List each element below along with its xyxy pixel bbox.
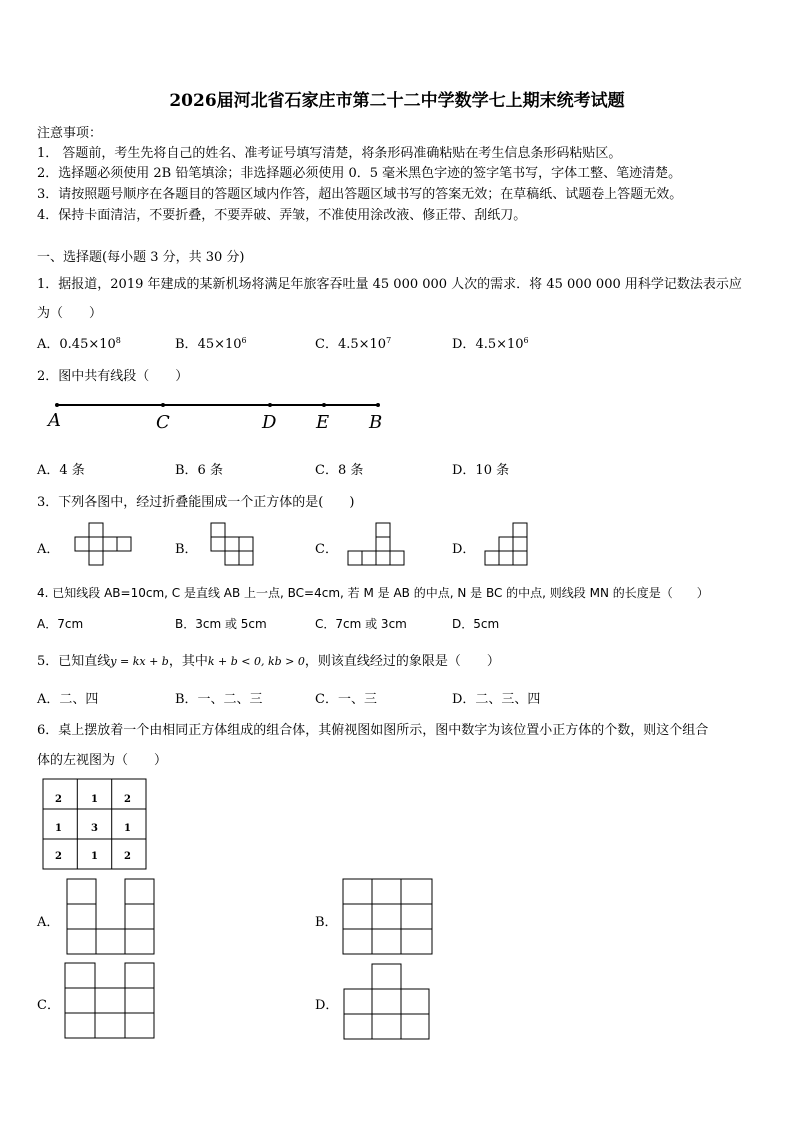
notice-heading: 注意事项： xyxy=(37,126,103,141)
q2-option-d: D．10 条 xyxy=(452,463,510,478)
notice-item: 2．选择题必须使用 2B 铅笔填涂；非选择题必须使用 0．5 毫米黑色字迹的签字笔书写，字体工整、笔迹清楚。 xyxy=(37,166,682,181)
grid-cell-value: 2 xyxy=(55,851,62,862)
question-6-stem-cont: 体的左视图为（ ） xyxy=(37,753,168,768)
point-label-a: A xyxy=(48,410,61,431)
q4-option-a: A．7cm xyxy=(37,617,84,631)
question-5-stem: 5．已知直线y = kx + b，其中k + b < 0, kb > 0，则该直线经过的象限是（ ） xyxy=(37,654,500,669)
q6-option-b-label: B． xyxy=(315,915,338,930)
q5-option-a: A．二、四 xyxy=(37,692,99,707)
q1-option-d: D．$4.5\times 10^6$ xyxy=(452,336,529,352)
q5-option-b: B．一、二、三 xyxy=(175,692,263,707)
question-4-stem: 4. 已知线段 AB=10cm, C 是直线 AB 上一点, BC=4cm, 若 M 是 AB 的中点, N 是 BC 的中点, 则线段 MN 的长度是（ ） xyxy=(37,586,709,600)
notice-item: 1． 答题前，考生先将自己的姓名、准考证号填写清楚，将条形码准确粘贴在考生信息条形码粘贴区。 xyxy=(37,146,622,161)
q6-option-a-label: A． xyxy=(37,915,60,930)
question-3-stem: 3．下列各图中，经过折叠能围成一个正方体的是( ) xyxy=(37,495,355,510)
q5-option-d: D．二、三、四 xyxy=(452,692,541,707)
q2-option-c: C．8 条 xyxy=(315,463,364,478)
notice-item: 3．请按照题号顺序在各题目的答题区域内作答，超出答题区域书写的答案无效；在草稿纸、试题卷上答题无效。 xyxy=(37,187,683,202)
q6-option-c-label: C． xyxy=(37,998,60,1013)
q2-option-a: A．4 条 xyxy=(37,463,85,478)
q4-option-c: C．7cm 或 3cm xyxy=(315,617,407,631)
q4-option-b: B．3cm 或 5cm xyxy=(175,617,267,631)
point-label-e: E xyxy=(316,412,330,433)
q4-option-d: D．5cm xyxy=(452,617,500,631)
q3-option-b-label: B． xyxy=(175,542,198,557)
grid-cell-value: 1 xyxy=(55,823,62,834)
section-heading: 一、选择题(每小题 3 分，共 30 分) xyxy=(37,250,245,265)
grid-cell-value: 1 xyxy=(124,823,131,834)
q2-option-b: B．6 条 xyxy=(175,463,223,478)
view-d xyxy=(344,964,429,1039)
q3-option-d-label: D． xyxy=(452,542,476,557)
grid-cell-value: 3 xyxy=(91,823,98,834)
view-b xyxy=(343,879,432,954)
question-1-stem-cont: 为（ ） xyxy=(37,306,103,321)
grid-cell-value: 2 xyxy=(124,851,131,862)
q3-option-c-label: C． xyxy=(315,542,338,557)
question-2-stem: 2．图中共有线段（ ） xyxy=(37,369,189,384)
question-6-stem: 6．桌上摆放着一个由相同正方体组成的组合体，其俯视图如图所示，图中数字为该位置小正方体的个数，则这个组合 xyxy=(37,723,709,738)
q5-option-c: C．一、三 xyxy=(315,692,377,707)
grid-cell-value: 2 xyxy=(124,794,131,805)
q3-option-a-label: A． xyxy=(37,542,60,557)
q1-option-c: C．$4.5\times 10^7$ xyxy=(315,336,392,352)
notice-item: 4．保持卡面清洁，不要折叠，不要弄破、弄皱，不准使用涂改液、修正带、刮纸刀。 xyxy=(37,208,527,223)
q1-option-a: A．$0.45\times 10^8$ xyxy=(37,336,121,352)
page-title: 2026届河北省石家庄市第二十二中学数学七上期末统考试题 xyxy=(169,91,625,111)
view-a xyxy=(67,879,154,954)
q1-option-b: B．$45\times 10^6$ xyxy=(175,336,247,352)
question-1-stem: 1．据报道，2019 年建成的某新机场将满足年旅客吞吐量 45 000 000 人次的需求．将 45 000 000 用科学记数法表示应 xyxy=(37,277,742,292)
grid-cell-value: 1 xyxy=(91,851,98,862)
q6-option-d-label: D． xyxy=(315,998,339,1013)
point-label-d: D xyxy=(262,412,277,433)
point-label-c: C xyxy=(156,412,170,433)
view-c xyxy=(65,963,154,1038)
grid-cell-value: 1 xyxy=(91,794,98,805)
grid-cell-value: 2 xyxy=(55,794,62,805)
point-label-b: B xyxy=(369,412,383,433)
